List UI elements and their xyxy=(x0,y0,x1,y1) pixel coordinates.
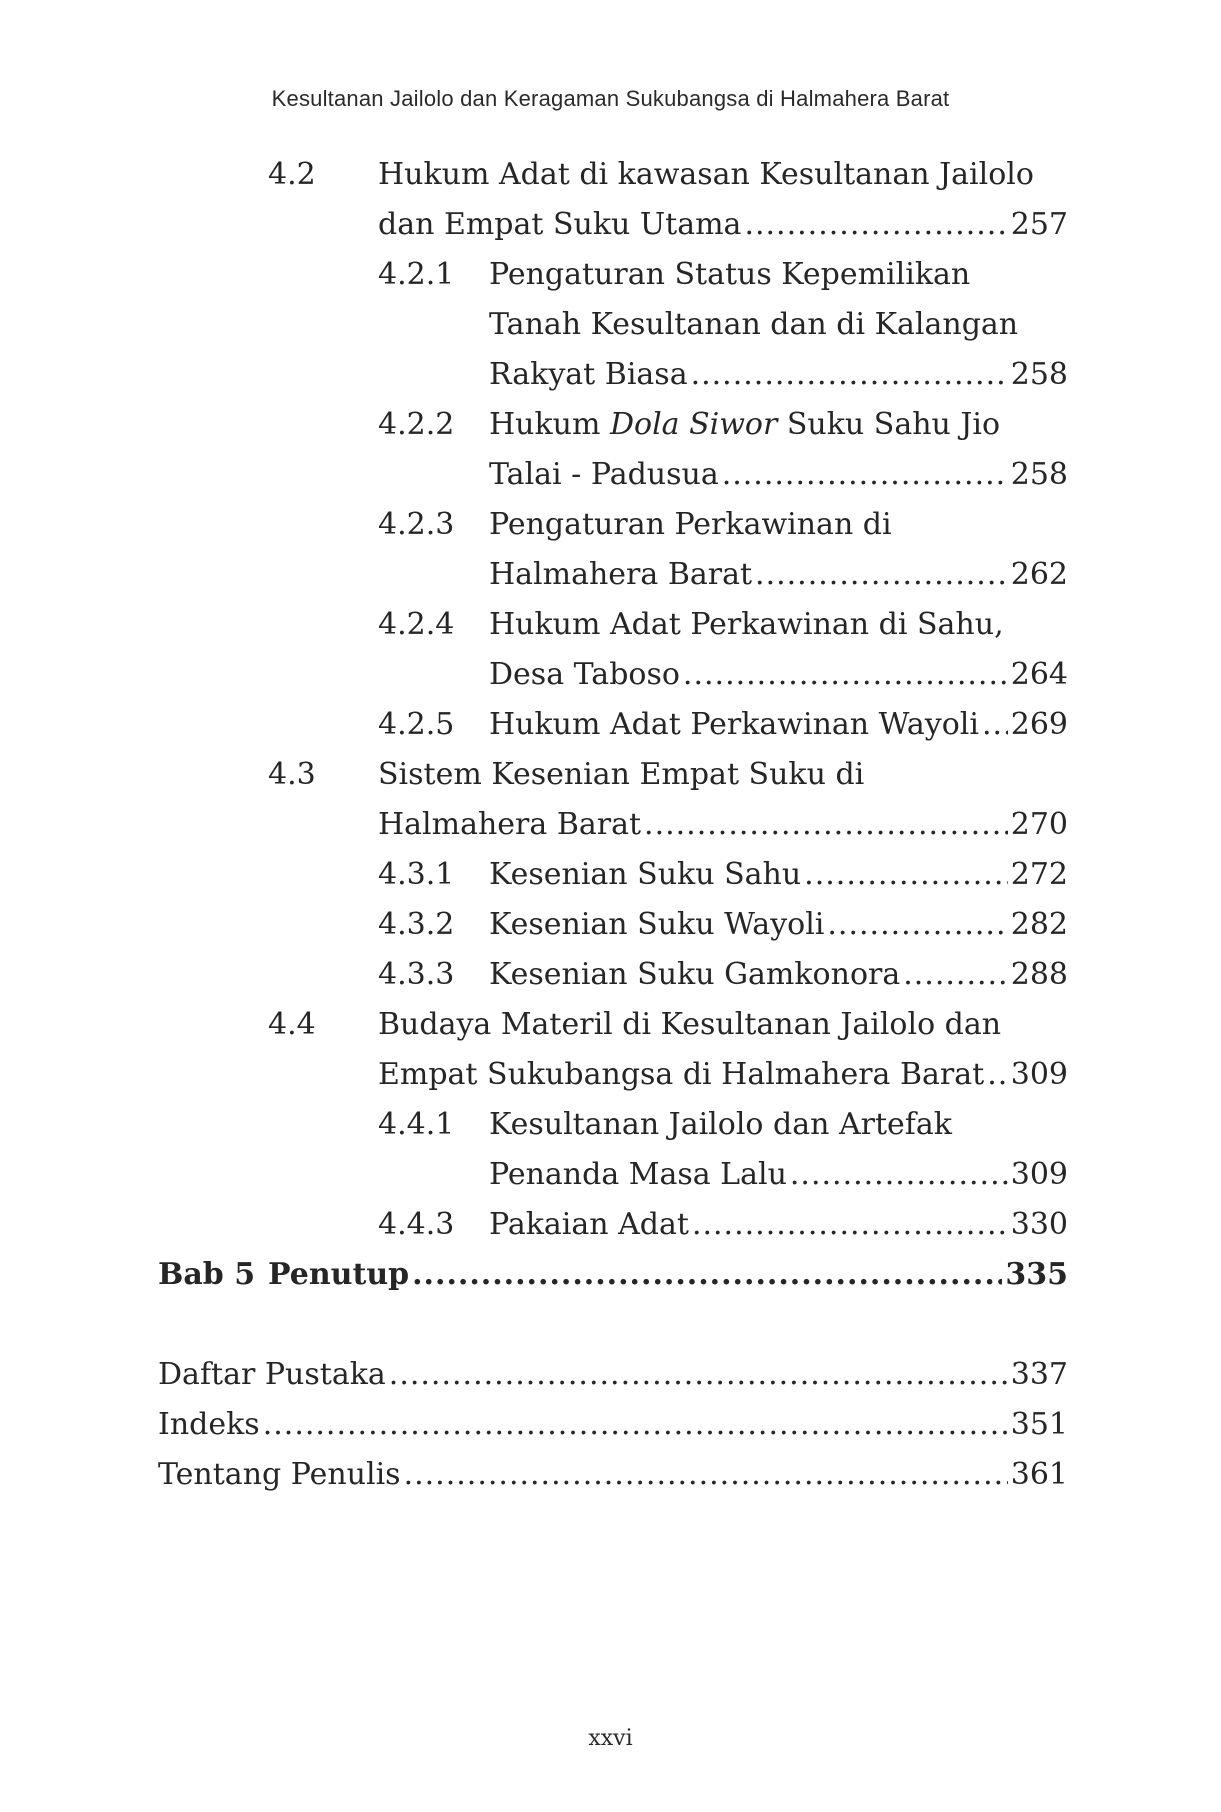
toc-entry-4-4[interactable] xyxy=(0,1000,1221,1050)
page-number: 258 xyxy=(1010,357,1068,392)
toc-entry-4-2-1[interactable] xyxy=(0,250,1221,300)
section-title-line: Desa Taboso xyxy=(489,657,680,692)
page-number: 257 xyxy=(1010,207,1068,242)
section-number: 4.2.5 xyxy=(378,707,455,742)
page-number: 330 xyxy=(1010,1207,1068,1242)
leader-line xyxy=(378,1050,1068,1100)
dot-leader xyxy=(644,800,1008,850)
dot-leader xyxy=(692,1200,1008,1250)
dot-leader xyxy=(389,1350,1008,1400)
toc-entry-bab-5[interactable] xyxy=(0,1250,1221,1300)
dot-leader xyxy=(683,650,1008,700)
leader-line xyxy=(489,650,1068,700)
page-number: 335 xyxy=(1005,1257,1068,1292)
page-number: 258 xyxy=(1010,457,1068,492)
section-number: 4.2 xyxy=(268,157,316,192)
section-title-line: Kesenian Suku Sahu xyxy=(489,857,802,892)
leader-line xyxy=(489,900,1068,950)
page-number: 282 xyxy=(1010,907,1068,942)
section-title-line: Talai - Padusua xyxy=(489,457,719,492)
toc-entry-4-2-1-cont2[interactable] xyxy=(0,350,1221,400)
leader-line xyxy=(489,700,1068,750)
leader-line xyxy=(158,1350,1068,1400)
title-text: Suku Sahu Jio xyxy=(777,407,1001,442)
dot-leader xyxy=(987,1050,1008,1100)
page-number: 272 xyxy=(1010,857,1068,892)
section-number: 4.2.4 xyxy=(378,607,455,642)
page-number: 270 xyxy=(1010,807,1068,842)
chapter-title: Penutup xyxy=(268,1257,410,1292)
toc-entry-4-2-1-cont[interactable] xyxy=(0,300,1221,350)
toc-entry-indeks[interactable] xyxy=(0,1400,1221,1450)
section-title-line: Hukum Adat Perkawinan di Sahu, xyxy=(489,607,1004,642)
dot-leader xyxy=(412,1250,1002,1300)
section-title-line xyxy=(489,400,1000,450)
toc-entry-4-3-2[interactable] xyxy=(0,900,1221,950)
leader-line xyxy=(489,850,1068,900)
section-number: 4.2.1 xyxy=(378,257,455,292)
dot-leader xyxy=(691,350,1008,400)
leader-line xyxy=(378,200,1068,250)
toc-entry-4-2-2[interactable] xyxy=(0,400,1221,450)
leader-line xyxy=(489,1150,1068,1200)
toc-entry-tentang-penulis[interactable] xyxy=(0,1450,1221,1500)
page-number: 262 xyxy=(1010,557,1068,592)
section-title-line: Halmahera Barat xyxy=(378,807,642,842)
toc-entry-4-4-3[interactable] xyxy=(0,1200,1221,1250)
leader-line xyxy=(268,1250,1068,1300)
page-number: 309 xyxy=(1010,1057,1068,1092)
leader-line xyxy=(158,1400,1068,1450)
section-title-line: Budaya Materil di Kesultanan Jailolo dan xyxy=(378,1007,1002,1042)
dot-leader xyxy=(982,700,1008,750)
toc-entry-4-2-4-cont[interactable] xyxy=(0,650,1221,700)
toc-entry-4-4-cont[interactable] xyxy=(0,1050,1221,1100)
section-title-line: Kesenian Suku Gamkonora xyxy=(489,957,901,992)
toc-entry-4-3-3[interactable] xyxy=(0,950,1221,1000)
toc-entry-4-4-1[interactable] xyxy=(0,1100,1221,1150)
page-number: 337 xyxy=(1010,1357,1068,1392)
page-number: 269 xyxy=(1010,707,1068,742)
toc-entry-4-2-5[interactable] xyxy=(0,700,1221,750)
section-title-line: Tanah Kesultanan dan di Kalangan xyxy=(489,307,1019,342)
leader-line xyxy=(158,1450,1068,1500)
toc-entry-4-2-2-cont[interactable] xyxy=(0,450,1221,500)
entry-title: Tentang Penulis xyxy=(158,1457,401,1492)
page-number-footer: xxvi xyxy=(588,1726,633,1751)
section-title-line: Sistem Kesenian Empat Suku di xyxy=(378,757,865,792)
dot-leader xyxy=(722,450,1008,500)
dot-leader xyxy=(755,550,1008,600)
toc-entry-4-3[interactable] xyxy=(0,750,1221,800)
toc-entry-4-2-4[interactable] xyxy=(0,600,1221,650)
toc-entry-4-3-1[interactable] xyxy=(0,850,1221,900)
dot-leader xyxy=(404,1450,1008,1500)
leader-line xyxy=(489,950,1068,1000)
section-number: 4.3.1 xyxy=(378,857,455,892)
page-number: 288 xyxy=(1010,957,1068,992)
section-title-line: Pengaturan Status Kepemilikan xyxy=(489,257,971,292)
toc-entry-4-2-3[interactable] xyxy=(0,500,1221,550)
section-number: 4.3 xyxy=(268,757,316,792)
section-title-line: Hukum Adat di kawasan Kesultanan Jailolo xyxy=(378,157,1034,192)
toc-entry-4-2-cont[interactable] xyxy=(0,200,1221,250)
dot-leader xyxy=(263,1400,1008,1450)
chapter-label: Bab 5 xyxy=(158,1257,256,1292)
toc-entry-daftar-pustaka[interactable] xyxy=(0,1350,1221,1400)
section-number: 4.4.1 xyxy=(378,1107,455,1142)
entry-title: Daftar Pustaka xyxy=(158,1357,386,1392)
toc-entry-4-2-3-cont[interactable] xyxy=(0,550,1221,600)
leader-line xyxy=(489,550,1068,600)
section-number: 4.3.3 xyxy=(378,957,455,992)
leader-line xyxy=(489,450,1068,500)
section-number: 4.4.3 xyxy=(378,1207,455,1242)
section-number: 4.4 xyxy=(268,1007,316,1042)
running-header: Kesultanan Jailolo dan Keragaman Sukubangsa di Halmahera Barat xyxy=(271,86,950,111)
section-title-line: Pakaian Adat xyxy=(489,1207,689,1242)
section-title-line: Pengaturan Perkawinan di xyxy=(489,507,892,542)
section-number: 4.2.3 xyxy=(378,507,455,542)
toc-entry-4-3-cont[interactable] xyxy=(0,800,1221,850)
italic-term: Dola Siwor xyxy=(609,407,778,442)
toc-entry-4-2[interactable] xyxy=(0,150,1221,200)
leader-line xyxy=(489,350,1068,400)
page-number: 309 xyxy=(1010,1157,1068,1192)
toc-entry-4-4-1-cont[interactable] xyxy=(0,1150,1221,1200)
section-title-line: Hukum Adat Perkawinan Wayoli xyxy=(489,707,979,742)
page-number: 264 xyxy=(1010,657,1068,692)
dot-leader xyxy=(790,1150,1008,1200)
section-title-line: Empat Sukubangsa di Halmahera Barat xyxy=(378,1057,985,1092)
section-title-line: Halmahera Barat xyxy=(489,557,753,592)
page-number: 361 xyxy=(1010,1457,1068,1492)
dot-leader xyxy=(804,850,1008,900)
section-title-line: dan Empat Suku Utama xyxy=(378,207,742,242)
entry-title: Indeks xyxy=(158,1407,260,1442)
title-text: Hukum xyxy=(489,407,610,442)
section-number: 4.3.2 xyxy=(378,907,455,942)
dot-leader xyxy=(827,900,1007,950)
leader-line xyxy=(378,800,1068,850)
section-number: 4.2.2 xyxy=(378,407,455,442)
dot-leader xyxy=(903,950,1008,1000)
section-title-line: Rakyat Biasa xyxy=(489,357,688,392)
dot-leader xyxy=(744,200,1007,250)
section-title-line: Kesultanan Jailolo dan Artefak xyxy=(489,1107,952,1142)
page-number: 351 xyxy=(1010,1407,1068,1442)
leader-line xyxy=(489,1200,1068,1250)
section-title-line: Penanda Masa Lalu xyxy=(489,1157,787,1192)
section-title-line: Kesenian Suku Wayoli xyxy=(489,907,825,942)
